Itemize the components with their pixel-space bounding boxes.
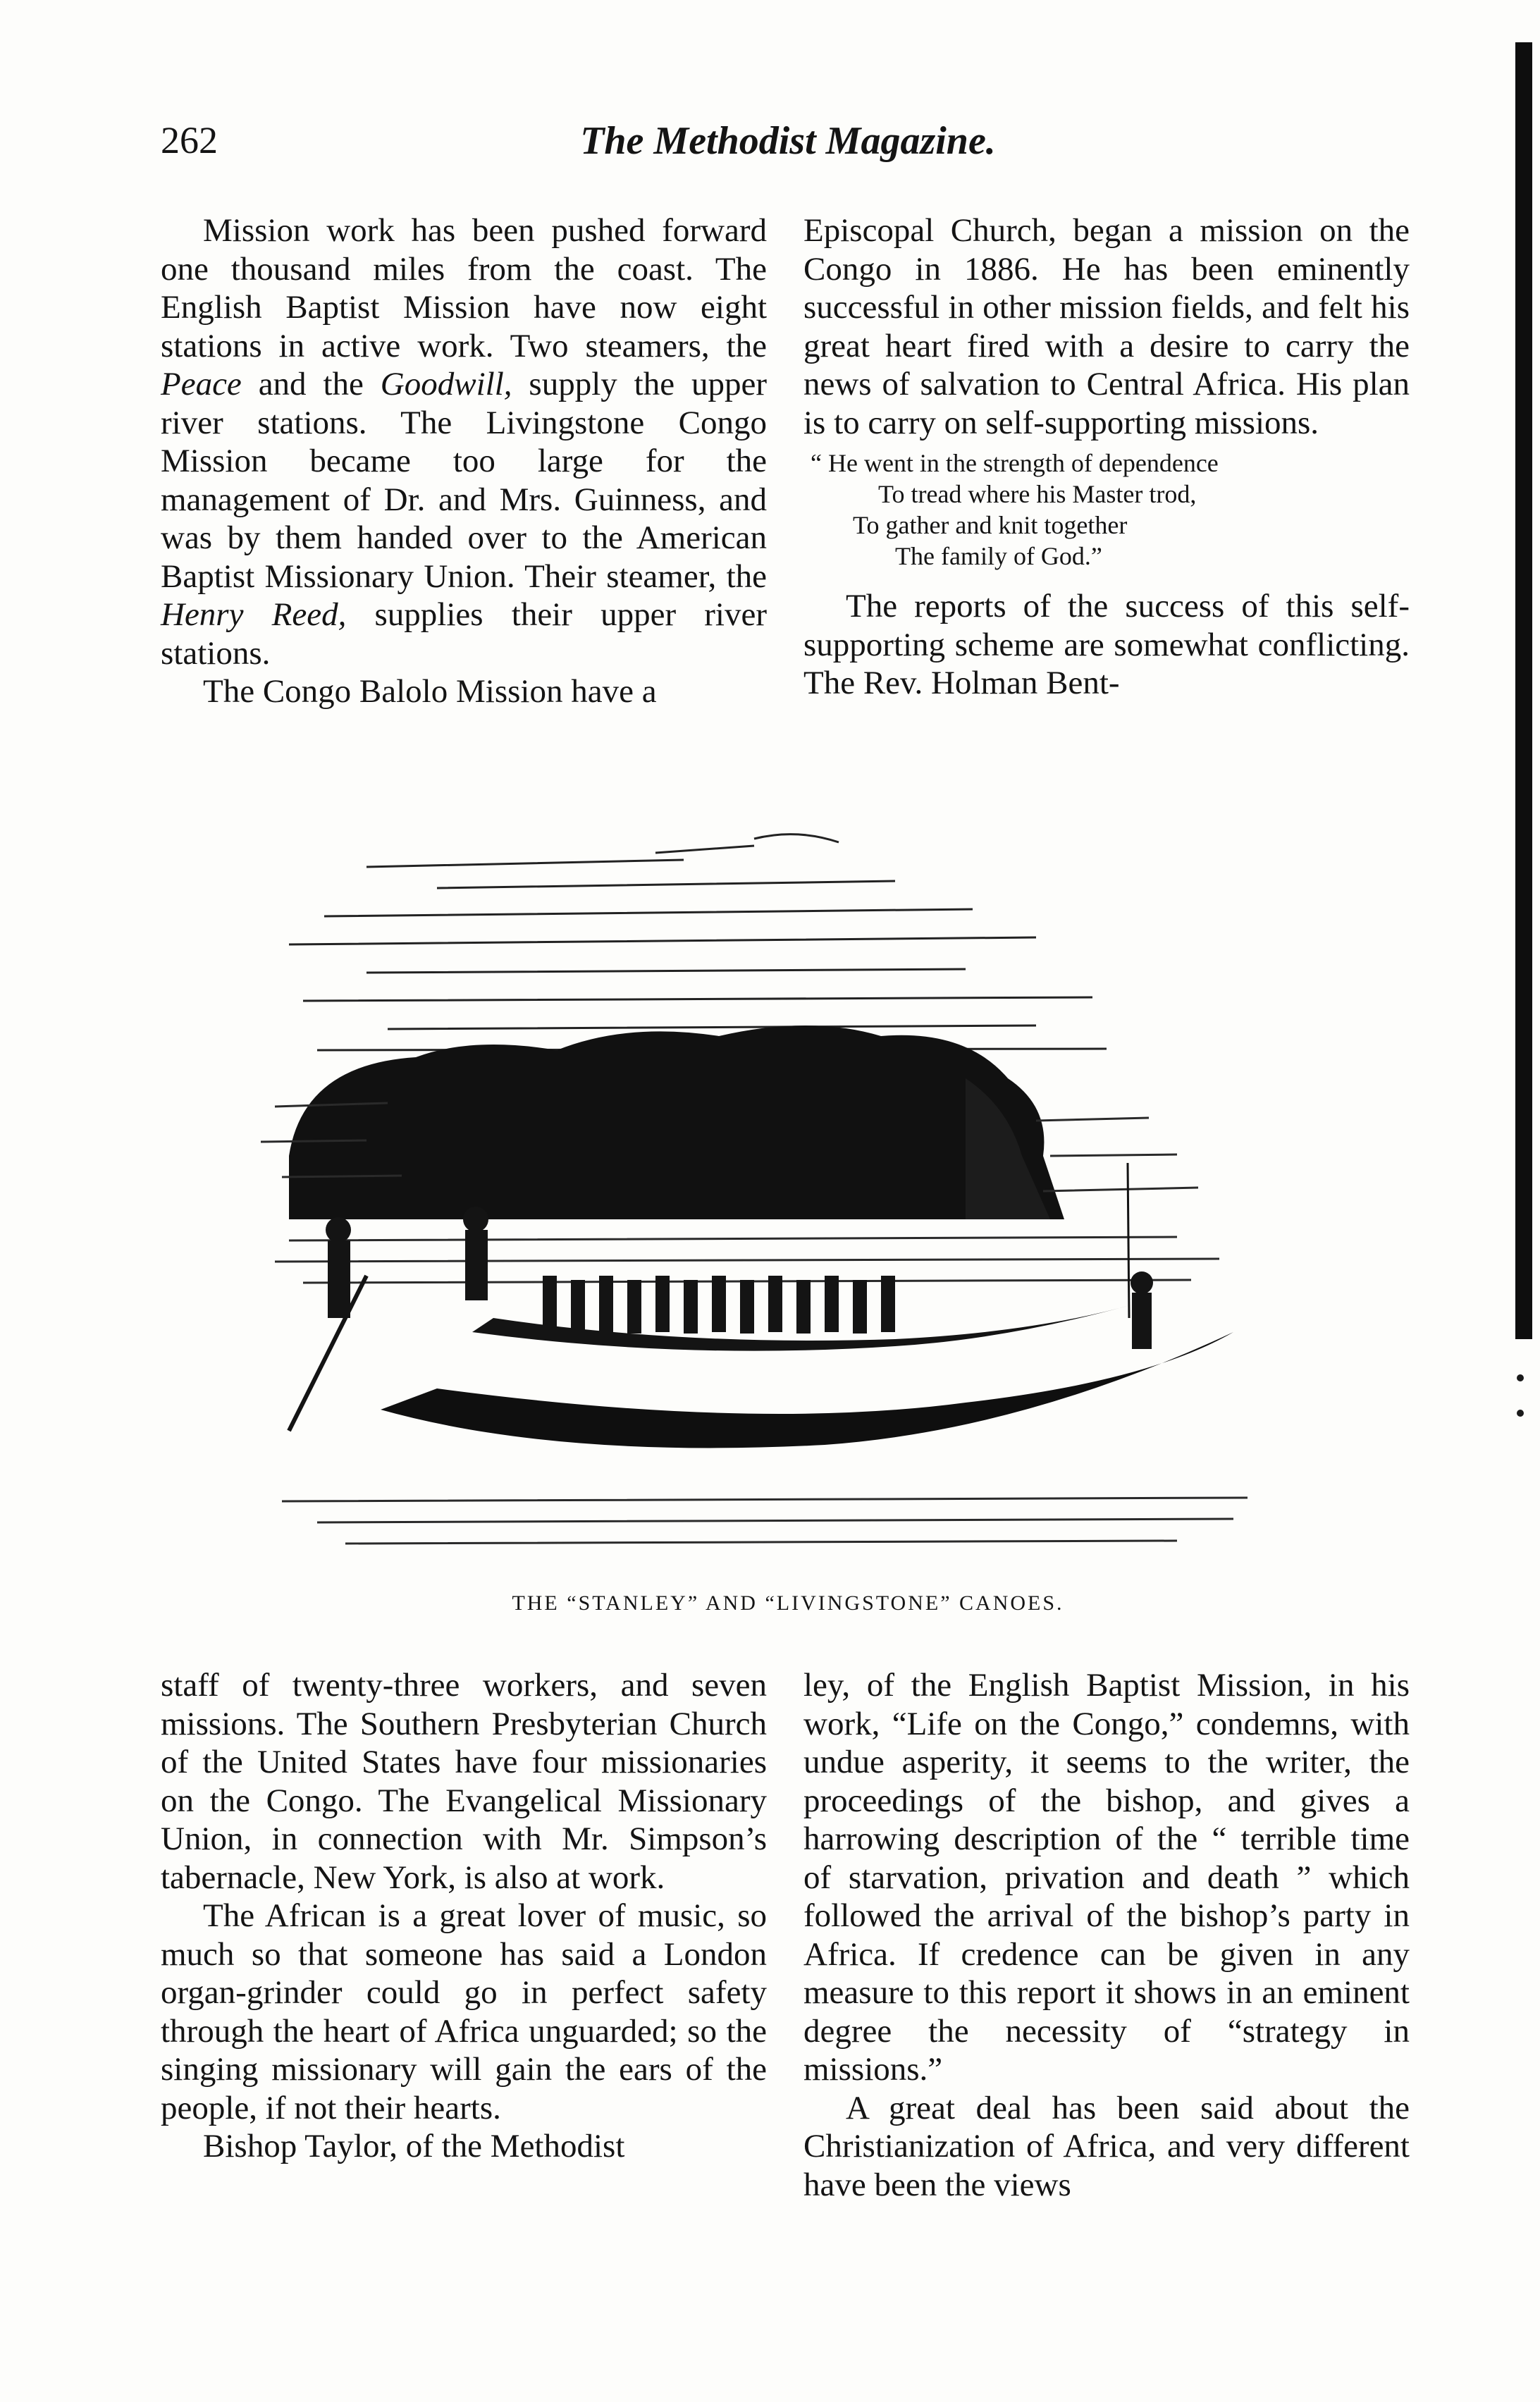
- column-top-left: [161, 211, 767, 711]
- paragraph: The Congo Balolo Mission have a: [203, 673, 657, 710]
- page-edge-speck: [1517, 1374, 1524, 1381]
- paragraph: staff of twenty-three workers, and seven missions. The Southern Presbyterian Church of the United States have four missionaries on the Congo. The Evangelical Missionary Union, in connection with Mr. Simpson’s tabernacle, New York, is also at work.: [161, 1667, 767, 1896]
- ship-name: Henry Reed,: [161, 596, 347, 633]
- ship-name: Peace: [161, 366, 242, 402]
- page-number: 262: [161, 119, 218, 161]
- figure-caption: THE “STANLEY” AND “LIVINGSTONE” CANOES.: [512, 1591, 1064, 1615]
- column-bottom-left: [161, 1666, 767, 2166]
- paragraph: Episcopal Church, began a mission on the Congo in 1886. He has been eminently successful in other mission fields, and felt his great heart fired with a desire to carry the news of salvation to Central Africa. His plan is to carry on self-supporting missions.: [803, 212, 1410, 441]
- paragraph: ley, of the English Baptist Mission, in his work, “Life on the Congo,” condemns, with undue asperity, it seems to the writer, the proceedings of the bishop, and gives a harrowing description of the “ terrible time of starvation, privation and death ” which followed the arrival of the bishop’s party in Africa. If credence can be given in any measure to this report it shows in an eminent degree the necessity of “strategy in missions.”: [803, 1667, 1410, 2088]
- column-bottom-right: [803, 1666, 1410, 2204]
- page-header: [161, 118, 1415, 175]
- page-edge-speck: [1517, 1410, 1524, 1417]
- running-title: The Methodist Magazine.: [580, 119, 996, 163]
- paragraph: A great deal has been said about the Christianization of Africa, and very different have been the views: [803, 2089, 1410, 2203]
- paragraph: Bishop Taylor, of the Methodist: [203, 2128, 625, 2164]
- paragraph: Mission work has been pushed forward one thousand miles from the coast. The English Baptist Mission have now eight stations in active work. Two steamers, the Peace and the Goodwill, supply the upper river stations. The Livingstone Congo Mission became too large for the management of Dr. and Mrs. Guinness, and was by them handed over to the American Baptist Missionary Union. Their steamer, the Henry Reed, supplies their upper river stations.: [161, 212, 768, 672]
- column-top-right: [803, 211, 1410, 703]
- verse-line: “ He went in the strength of dependence: [811, 449, 1219, 477]
- ship-name: Goodwill,: [380, 366, 512, 402]
- verse-line: To tread where his Master trod,: [878, 480, 1197, 508]
- canoes-engraving: [261, 825, 1304, 1572]
- paragraph: The African is a great lover of music, so much so that someone has said a London organ-grinder could go in perfect safety through the heart of Africa unguarded; so the singing missionary will gain the ears of the people, if not their hearts.: [161, 1897, 767, 2126]
- verse-line: To gather and knit together: [853, 511, 1128, 539]
- verse-line: The family of God.”: [895, 542, 1102, 570]
- verse-quote: [811, 448, 1410, 572]
- page-spine-edge: [1515, 42, 1532, 1339]
- paragraph: The reports of the success of this self-supporting scheme are somewhat conflicting. The Rev. Holman Bent-: [803, 588, 1410, 701]
